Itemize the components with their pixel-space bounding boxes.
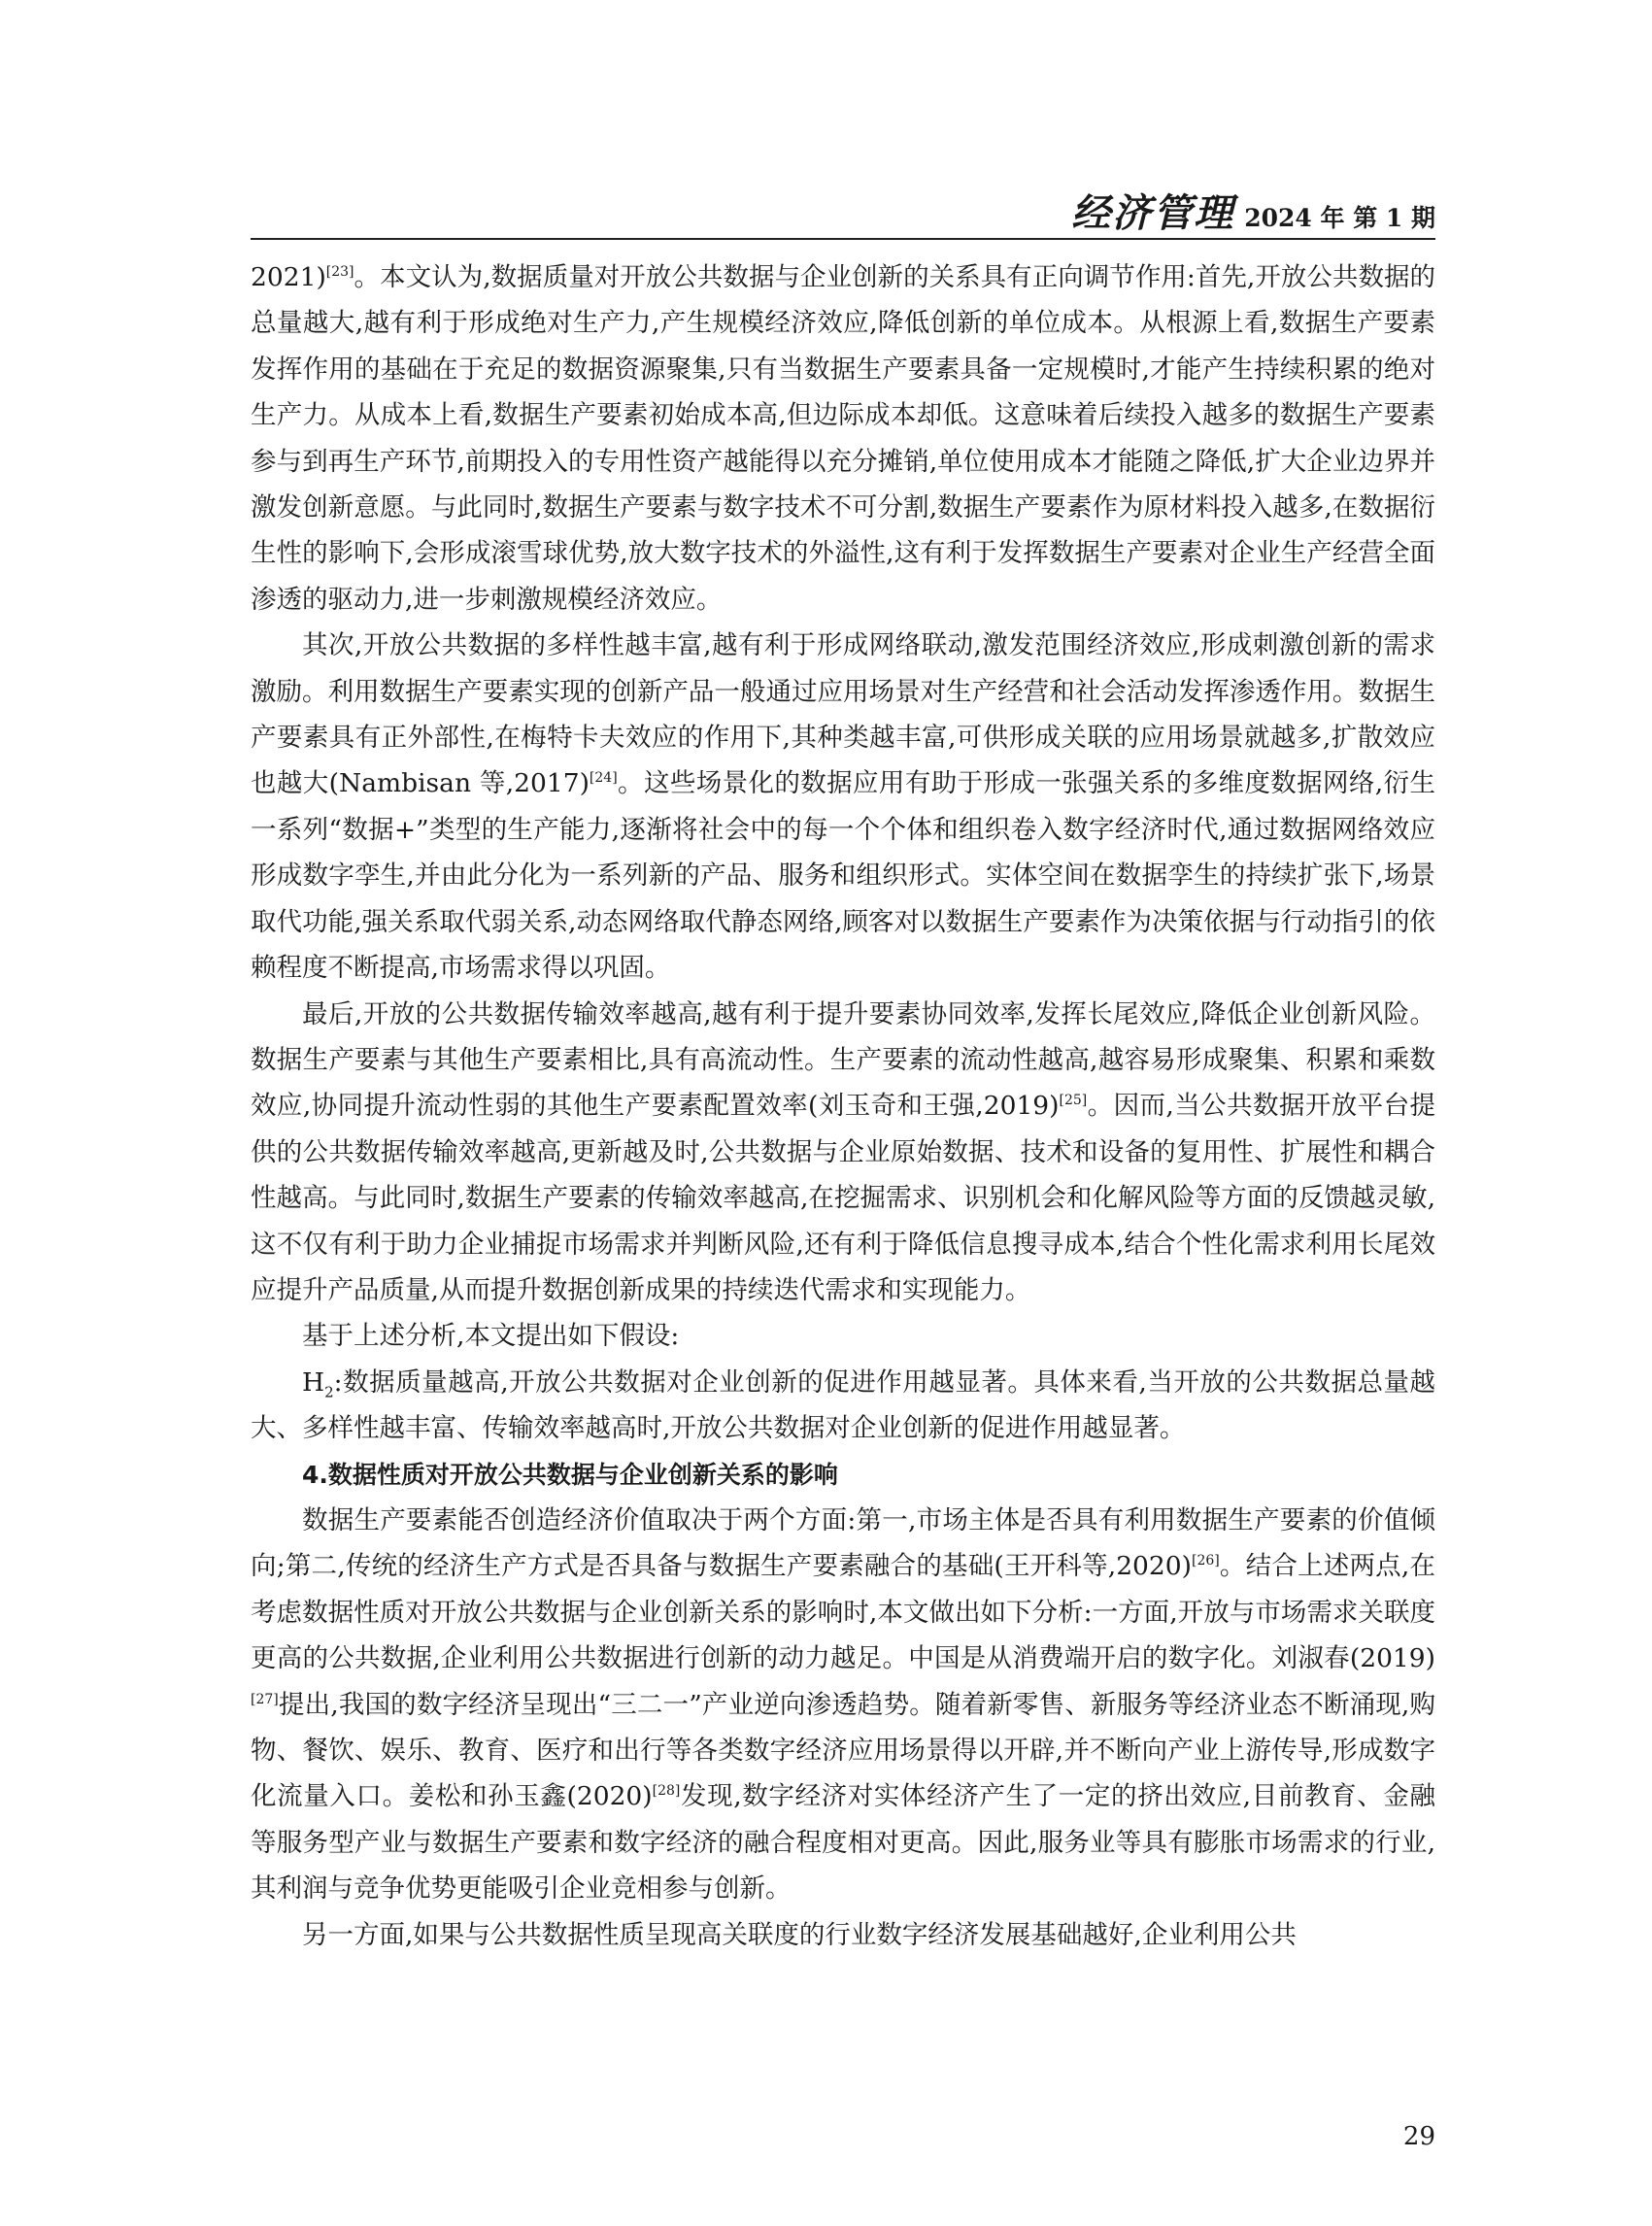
- paragraph-7: 另一方面,如果与公共数据性质呈现高关联度的行业数字经济发展基础越好,企业利用公共: [302, 1919, 1297, 1950]
- text: 2021): [251, 262, 326, 292]
- journal-name: 经济管理: [1071, 191, 1235, 236]
- citation-ref: [27]: [251, 1691, 279, 1707]
- text: 其次,开放公共数据的多样性越丰富,越有利于形成网络联动,激发范围经济效应,形成刺激创新的需求激励。利用数据生产要素实现的创新产品一般通过应用场景对生产经营和社会活动发挥渗透作用。数据生产要素具有正外部性,在梅特卡夫效应的作用下,其种类越丰富,可供形成关联的应用场景就越多,扩散效应也越大(Nambisan 等,2017): [251, 630, 1435, 799]
- text: 。这些场景化的数据应用有助于形成一张强关系的多维度数据网络,衍生一系列“数据+”类型的生产能力,逐渐将社会中的每一个个体和组织卷入数字经济时代,通过数据网络效应形成数字孪生,并由此分化为一系列新的产品、服务和组织形式。实体空间在数据孪生的持续扩张下,场景取代功能,强关系取代弱关系,动态网络取代静态网络,顾客对以数据生产要素作为决策依据与行动指引的依赖程度不断提高,市场需求得以巩固。: [251, 768, 1435, 984]
- text: 。因而,当公共数据开放平台提供的公共数据传输效率越高,更新越及时,公共数据与企业原始数据、技术和设备的复用性、扩展性和耦合性越高。与此同时,数据生产要素的传输效率越高,在挖掘需求、识别机会和化解风险等方面的反馈越灵敏,这不仅有利于助力企业捕捉市场需求并判断风险,还有利于降低信息搜寻成本,结合个性化需求利用长尾效应提升产品质量,从而提升数据创新成果的持续迭代需求和实现能力。: [251, 1091, 1435, 1305]
- citation-ref: [28]: [652, 1783, 681, 1800]
- citation-ref: [23]: [325, 264, 354, 281]
- hypothesis-label: H: [302, 1366, 325, 1398]
- text: 数据生产要素能否创造经济价值取决于两个方面:第一,市场主体是否具有利用数据生产要素的价值倾向;第二,传统的经济生产方式是否具备与数据生产要素融合的基础(王开科等,2020): [251, 1504, 1435, 1582]
- page-number: 29: [1402, 2122, 1435, 2151]
- text: 。本文认为,数据质量对开放公共数据与企业创新的关系具有正向调节作用:首先,开放公共数据的总量越大,越有利于形成绝对生产力,产生规模经济效应,降低创新的单位成本。从根源上看,数据生产要素发挥作用的基础在于充足的数据资源聚集,只有当数据生产要素具备一定规模时,才能产生持续积累的绝对生产力。从成本上看,数据生产要素初始成本高,但边际成本却低。这意味着后续投入越多的数据生产要素参与到再生产环节,前期投入的专用性资产越能得以充分摊销,单位使用成本才能随之降低,扩大企业边界并激发创新意愿。与此同时,数据生产要素与数字技术不可分割,数据生产要素作为原材料投入越多,在数据衍生性的影响下,会形成滚雪球优势,放大数字技术的外溢性,这有利于发挥数据生产要素对企业生产经营全面渗透的驱动力,进一步刺激规模经济效应。: [251, 262, 1435, 615]
- section-heading: 4.数据性质对开放公共数据与企业创新关系的影响: [302, 1460, 838, 1489]
- paragraph-3: [251, 992, 1435, 1314]
- journal-masthead: [1071, 183, 1435, 238]
- journal-issue: 2024 年 第 1 期: [1244, 204, 1435, 232]
- text: 提出,我国的数字经济呈现出“三二一”产业逆向渗透趋势。随着新零售、新服务等经济业态不断涌现,购物、餐饮、娱乐、教育、医疗和出行等各类数字经济应用场景得以开辟,并不断向产业上游传导,形成数字化流量入口。姜松和孙玉鑫(2020): [251, 1689, 1435, 1812]
- citation-ref: [25]: [1059, 1093, 1088, 1109]
- citation-ref: [26]: [1191, 1553, 1220, 1569]
- paragraph-2: [251, 623, 1435, 991]
- text: 发现,数字经济对实体经济产生了一定的挤出效应,目前教育、金融等服务型产业与数据生产要素和数字经济的融合程度相对更高。因此,服务业等具有膨胀市场需求的行业,其利润与竞争优势更能吸引企业竞相参与创新。: [251, 1781, 1435, 1905]
- citation-ref: [24]: [589, 770, 618, 787]
- hypothesis-h2: [251, 1360, 1435, 1452]
- running-header: [251, 183, 1435, 237]
- hypothesis-subscript: 2: [324, 1383, 334, 1401]
- header-rule: [251, 238, 1435, 240]
- paragraph-1: [251, 254, 1435, 623]
- paragraph-6: [251, 1498, 1435, 1912]
- text: :数据质量越高,开放公共数据对企业创新的促进作用越显著。具体来看,当开放的公共数据总量越大、多样性越丰富、传输效率越高时,开放公共数据对企业创新的促进作用越显著。: [251, 1366, 1435, 1444]
- article-body: [251, 254, 1435, 1958]
- text: 。结合上述两点,在考虑数据性质对开放公共数据与企业创新关系的影响时,本文做出如下分析:一方面,开放与市场需求关联度更高的公共数据,企业利用公共数据进行创新的动力越足。中国是从消费端开启的数字化。刘淑春(2019): [251, 1551, 1435, 1674]
- text: 最后,开放的公共数据传输效率越高,越有利于提升要素协同效率,发挥长尾效应,降低企业创新风险。数据生产要素与其他生产要素相比,具有高流动性。生产要素的流动性越高,越容易形成聚集、积累和乘数效应,协同提升流动性弱的其他生产要素配置效率(刘玉奇和王强,2019): [251, 998, 1435, 1122]
- paragraph-4: 基于上述分析,本文提出如下假设:: [302, 1321, 680, 1352]
